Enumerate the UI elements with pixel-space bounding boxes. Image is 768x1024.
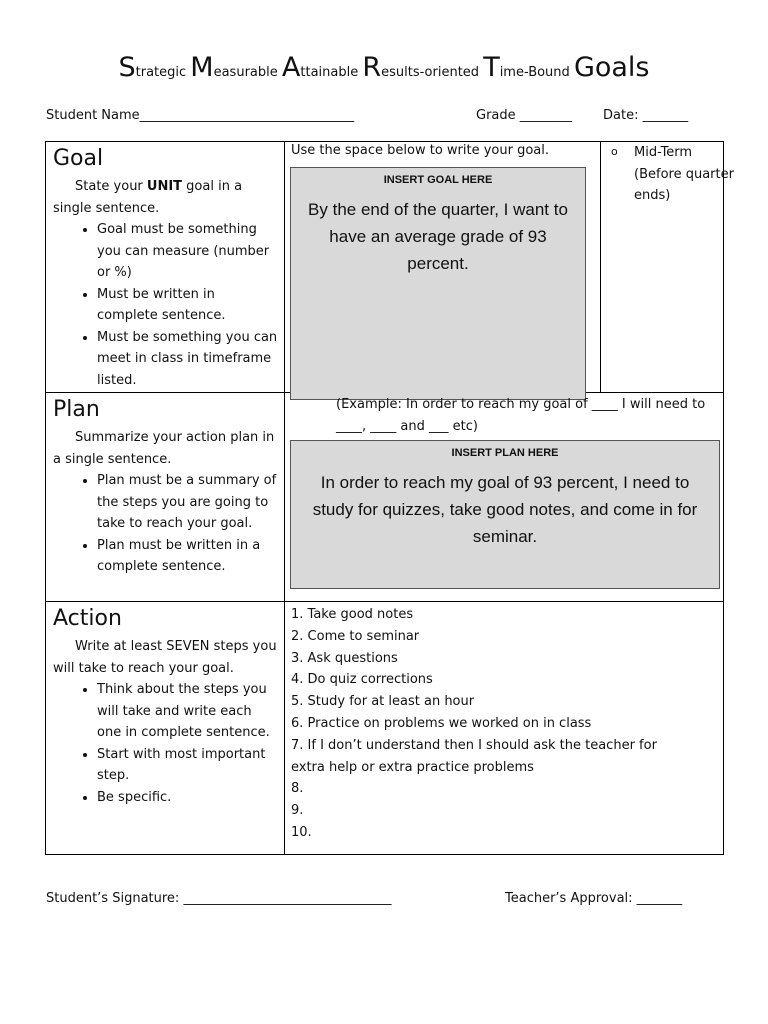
goal-input-box[interactable] (290, 167, 586, 400)
title-goals: Goals (573, 52, 650, 83)
action-instructions (46, 602, 285, 855)
action-heading: Action (53, 606, 122, 631)
smart-goal-table (45, 141, 734, 855)
plan-input-box[interactable] (290, 440, 720, 589)
goal-row (46, 142, 724, 393)
list-item: • Plan must be written in a complete sentence. (97, 535, 278, 578)
action-step[interactable]: 2. Come to seminar (291, 628, 420, 644)
plan-instructions (46, 393, 285, 602)
action-step[interactable]: 7. If I don’t understand then I should ask the teacher for (291, 737, 657, 753)
plan-description: Summarize your action plan in a single sentence. (53, 430, 275, 467)
goal-bullets (53, 219, 278, 391)
action-step[interactable]: 1. Take good notes (291, 607, 414, 622)
action-step[interactable]: extra help or extra practice problems (291, 759, 534, 775)
list-item: • Be specific. (97, 787, 278, 809)
plan-box-label: INSERT PLAN HERE (451, 447, 559, 459)
plan-entry-cell (285, 393, 724, 602)
plan-example-text: (Example: In order to reach my goal of ____ I will need to ____, ____ and ___ etc) (336, 397, 706, 434)
list-item: • Must be written in complete sentence. (97, 284, 278, 327)
date-field[interactable]: Date: _______ (603, 108, 689, 123)
action-row (46, 602, 724, 855)
timeframe-cell (601, 142, 734, 393)
plan-row (46, 393, 724, 602)
plan-text: In order to reach my goal of 93 percent, I need to study for quizzes, take good notes, and come in for seminar. (312, 473, 698, 546)
goal-entry-cell (285, 142, 601, 393)
goal-text: By the end of the quarter, I want to have an average grade of 93 percent. (308, 200, 568, 273)
list-item: • Goal must be something you can measure (number or %) (97, 219, 278, 284)
plan-bullets (53, 470, 278, 578)
goal-instruction-text: Use the space below to write your goal. (291, 143, 550, 158)
action-description: Write at least SEVEN steps you will take to reach your goal. (53, 639, 277, 676)
action-step[interactable]: 8. (291, 781, 304, 797)
action-step[interactable]: 6. Practice on problems we worked on in class (291, 715, 592, 731)
action-step[interactable]: 9. (291, 803, 304, 819)
timeframe-text: Mid-Term (Before quarter ends) (634, 145, 734, 203)
student-signature-field[interactable]: Student’s Signature: ________________________________ (46, 891, 392, 906)
list-item: • Start with most important step. (97, 744, 278, 787)
goal-box-label: INSERT GOAL HERE (383, 174, 493, 186)
title-word-strategic: Strategic (118, 52, 191, 83)
action-bullets (53, 679, 278, 808)
title-word-attainable: Attainable (281, 52, 363, 83)
teacher-approval-field[interactable]: Teacher’s Approval: _______ (505, 891, 683, 906)
goal-description: State your UNIT goal in a single sentence. (53, 179, 243, 216)
action-step[interactable]: 3. Ask questions (291, 650, 398, 666)
student-name-field[interactable]: Student Name_________________________________ (46, 108, 355, 123)
plan-heading: Plan (53, 397, 100, 422)
page-title (0, 52, 768, 83)
grade-field[interactable]: Grade ________ (476, 108, 572, 123)
timeframe-bullet: o (611, 145, 618, 158)
title-word-results: Results-oriented (362, 52, 484, 83)
title-word-timebound: Time-Bound (483, 52, 574, 83)
action-step[interactable]: 4. Do quiz corrections (291, 672, 433, 688)
goal-instructions (46, 142, 285, 393)
action-steps-cell (285, 602, 724, 855)
list-item: • Plan must be a summary of the steps you are going to take to reach your goal. (97, 470, 278, 535)
action-step[interactable]: 10. (291, 824, 312, 840)
action-steps (285, 602, 723, 844)
goal-heading: Goal (53, 146, 104, 171)
list-item: • Must be something you can meet in class in timeframe listed. (97, 327, 278, 392)
title-word-measurable: Measurable (190, 52, 282, 83)
action-step[interactable]: 5. Study for at least an hour (291, 694, 475, 710)
list-item: • Think about the steps you will take and write each one in complete sentence. (97, 679, 278, 744)
